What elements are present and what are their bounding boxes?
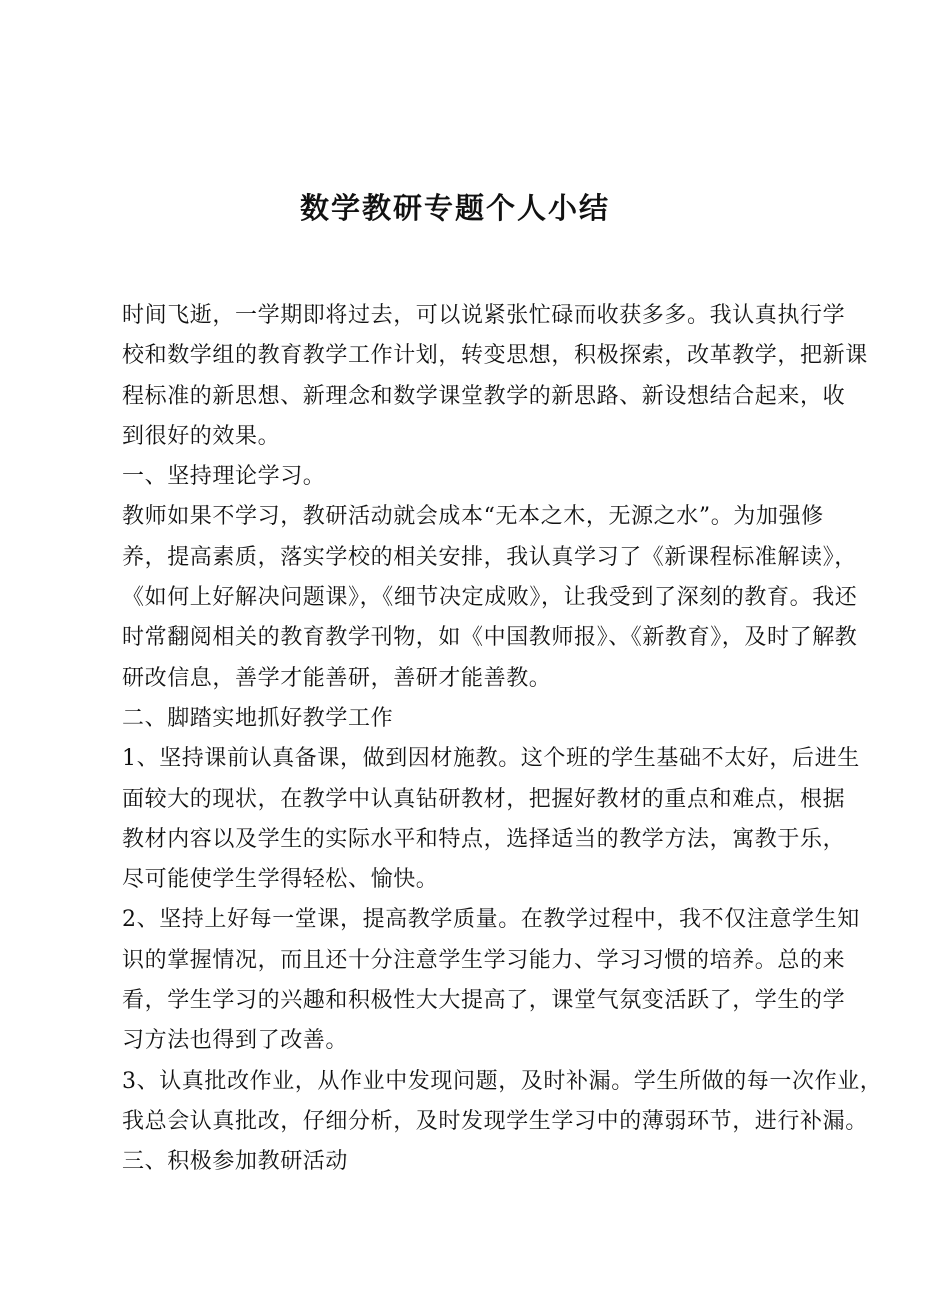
body-line: 到很好的效果。: [122, 423, 281, 449]
section-heading: 三、积极参加教研活动: [122, 1149, 349, 1175]
body-line: 教师如果不学习，教研活动就会成本“无本之木，无源之水”。为加强修: [122, 504, 824, 530]
body-line: 养，提高素质，落实学校的相关安排，我认真学习了《新课程标准解读》，: [122, 544, 857, 570]
body-line: 程标准的新思想、新理念和数学课堂教学的新思路、新设想结合起来，收: [122, 383, 846, 409]
section-heading: 一、坚持理论学习。: [122, 464, 326, 490]
section-heading: 二、脚踏实地抓好教学工作: [122, 705, 394, 731]
document-title: 数学教研专题个人小结: [299, 191, 610, 225]
body-line: 《如何上好解决问题课》，《细节决定成败》，让我受到了深刻的教育。我还: [122, 585, 858, 611]
body-line: 时间飞逝，一学期即将过去，可以说紧张忙碌而收获多多。我认真执行学: [122, 303, 846, 328]
body-line: 看，学生学习的兴趣和积极性大大提高了，课堂气氛变活跃了，学生的学: [122, 988, 846, 1014]
body-line: 习方法也得到了改善。: [122, 1028, 349, 1054]
body-line: 2、坚持上好每一堂课，提高教学质量。在教学过程中，我不仅注意学生知: [122, 907, 860, 933]
body-line: 时常翻阅相关的教育教学刊物，如《中国教师报》、《新教育》，及时了解教: [122, 625, 858, 651]
body-line: 校和数学组的教育教学工作计划，转变思想，积极探索，改革教学，把新课: [122, 343, 868, 369]
body-line: 研改信息，善学才能善研，善研才能善教。: [122, 665, 552, 691]
body-line: 面较大的现状，在教学中认真钻研教材，把握好教材的重点和难点，根据: [122, 786, 846, 812]
body-line: 识的掌握情况，而且还十分注意学生学习能力、学习习惯的培养。总的来: [122, 947, 846, 973]
body-line: 3、认真批改作业，从作业中发现问题，及时补漏。学生所做的每一次作业，: [122, 1068, 883, 1094]
body-line: 我总会认真批改，仔细分析，及时发现学生学习中的薄弱环节，进行补漏。: [122, 1108, 868, 1134]
body-line: 教材内容以及学生的实际水平和特点，选择适当的教学方法，寓教于乐，: [122, 826, 846, 852]
body-line: 1、坚持课前认真备课，做到因材施教。这个班的学生基础不太好，后进生: [122, 746, 860, 772]
body-line: 尽可能使学生学得轻松、愉快。: [122, 867, 439, 893]
document-body: [122, 296, 882, 1183]
